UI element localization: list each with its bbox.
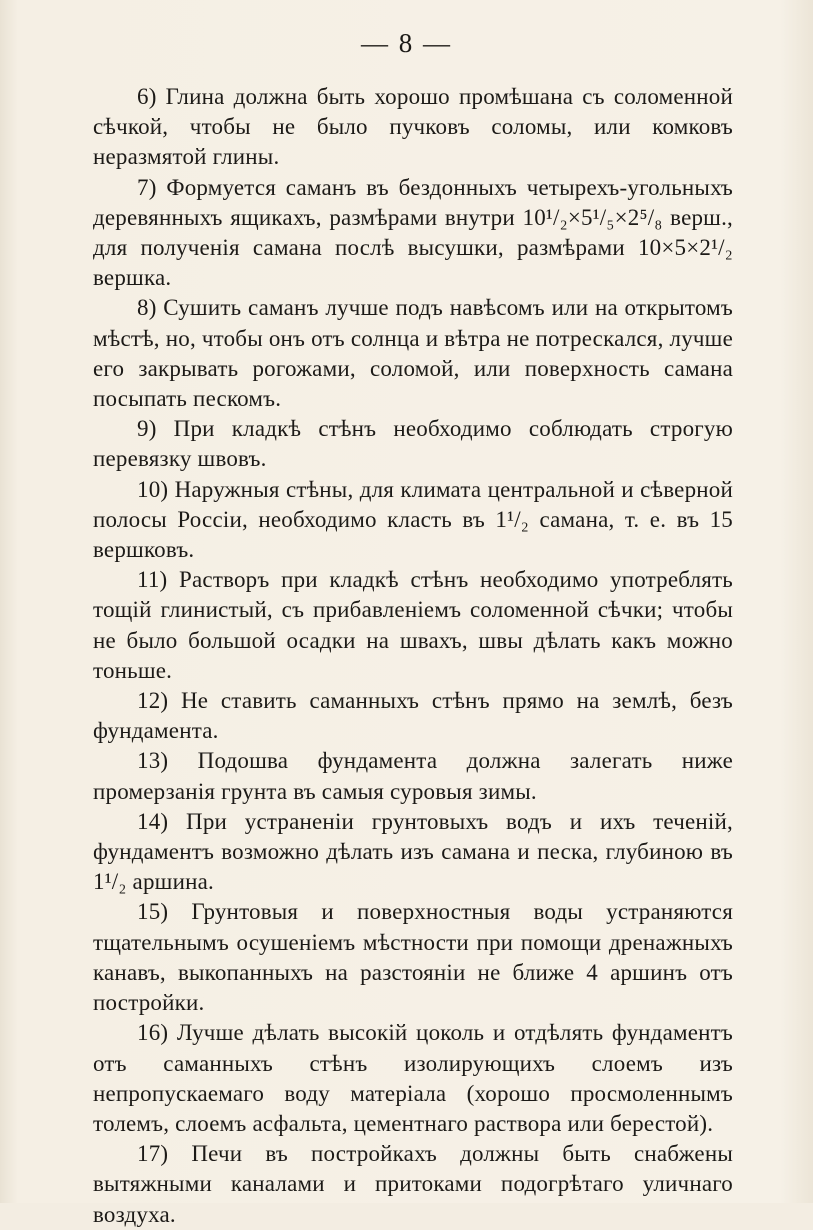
paragraph-7: 7) Формуется саманъ въ бездонныхъ четырехъ-угольныхъ деревянныхъ ящикахъ, размѣрами внутри 10¹/₂×5¹/₅×2⁵/₈ верш., для полученія самана послѣ высушки, размѣрами 10×5×2¹/₂ вершка.: [93, 174, 733, 291]
paragraph-13: 13) Подошва фундамента должна залегать ниже промерзанія грунта въ самыя суровыя зимы.: [93, 748, 733, 804]
paragraph-8: 8) Сушить саманъ лучше подъ навѣсомъ или на открытомъ мѣстѣ, но, чтобы онъ отъ солнца и вѣтра не потрескался, лучше его закрывать рогожами, соломой, или поверхность самана посыпать пескомъ.: [93, 295, 733, 412]
paragraph-15: 15) Грунтовыя и поверхностныя воды устраняются тщательнымъ осушеніемъ мѣстности при помощи дренажныхъ канавъ, выкопанныхъ на разстояніи не ближе 4 аршинъ отъ постройки.: [93, 899, 733, 1016]
paragraph-16: 16) Лучше дѣлать высокій цоколь и отдѣлять фундаментъ отъ саманныхъ стѣнъ изолирующихъ слоемъ изъ непропускаемаго воду матеріала (хорошо просмоленнымъ толемъ, слоемъ асфальта, цементнаго раствора или берестой).: [93, 1020, 733, 1136]
paragraph-6: 6) Глина должна быть хорошо промѣшана съ соломенной сѣчкой, чтобы не было пучковъ соломы, или комковъ неразмятой глины.: [93, 84, 733, 170]
paragraph-14: 14) При устраненіи грунтовыхъ водъ и ихъ теченій, фундаментъ возможно дѣлать изъ самана и песка, глубиною въ 1¹/₂ аршина.: [93, 808, 733, 895]
paragraph-9: 9) При кладкѣ стѣнъ необходимо соблюдать строгую перевязку швовъ.: [93, 416, 733, 472]
paragraph-17: 17) Печи въ постройкахъ должны быть снабжены вытяжными каналами и притоками подогрѣтаго уличнаго воздуха.: [93, 1141, 733, 1227]
body-text: [93, 82, 733, 1230]
paragraph-11: 11) Растворъ при кладкѣ стѣнъ необходимо употреблять тощій глинистый, съ прибавленіемъ соломенной сѣчки; чтобы не было большой осадки на швахъ, швы дѣлать какъ можно тоньше.: [93, 567, 733, 683]
page-number: — 8 —: [361, 28, 452, 58]
paragraph-10: 10) Наружныя стѣны, для климата центральной и сѣверной полосы Россіи, необходимо класть въ 1¹/₂ самана, т. е. въ 15 вершковъ.: [93, 476, 733, 563]
paragraph-12: 12) Не ставить саманныхъ стѣнъ прямо на землѣ, безъ фундамента.: [93, 688, 733, 744]
